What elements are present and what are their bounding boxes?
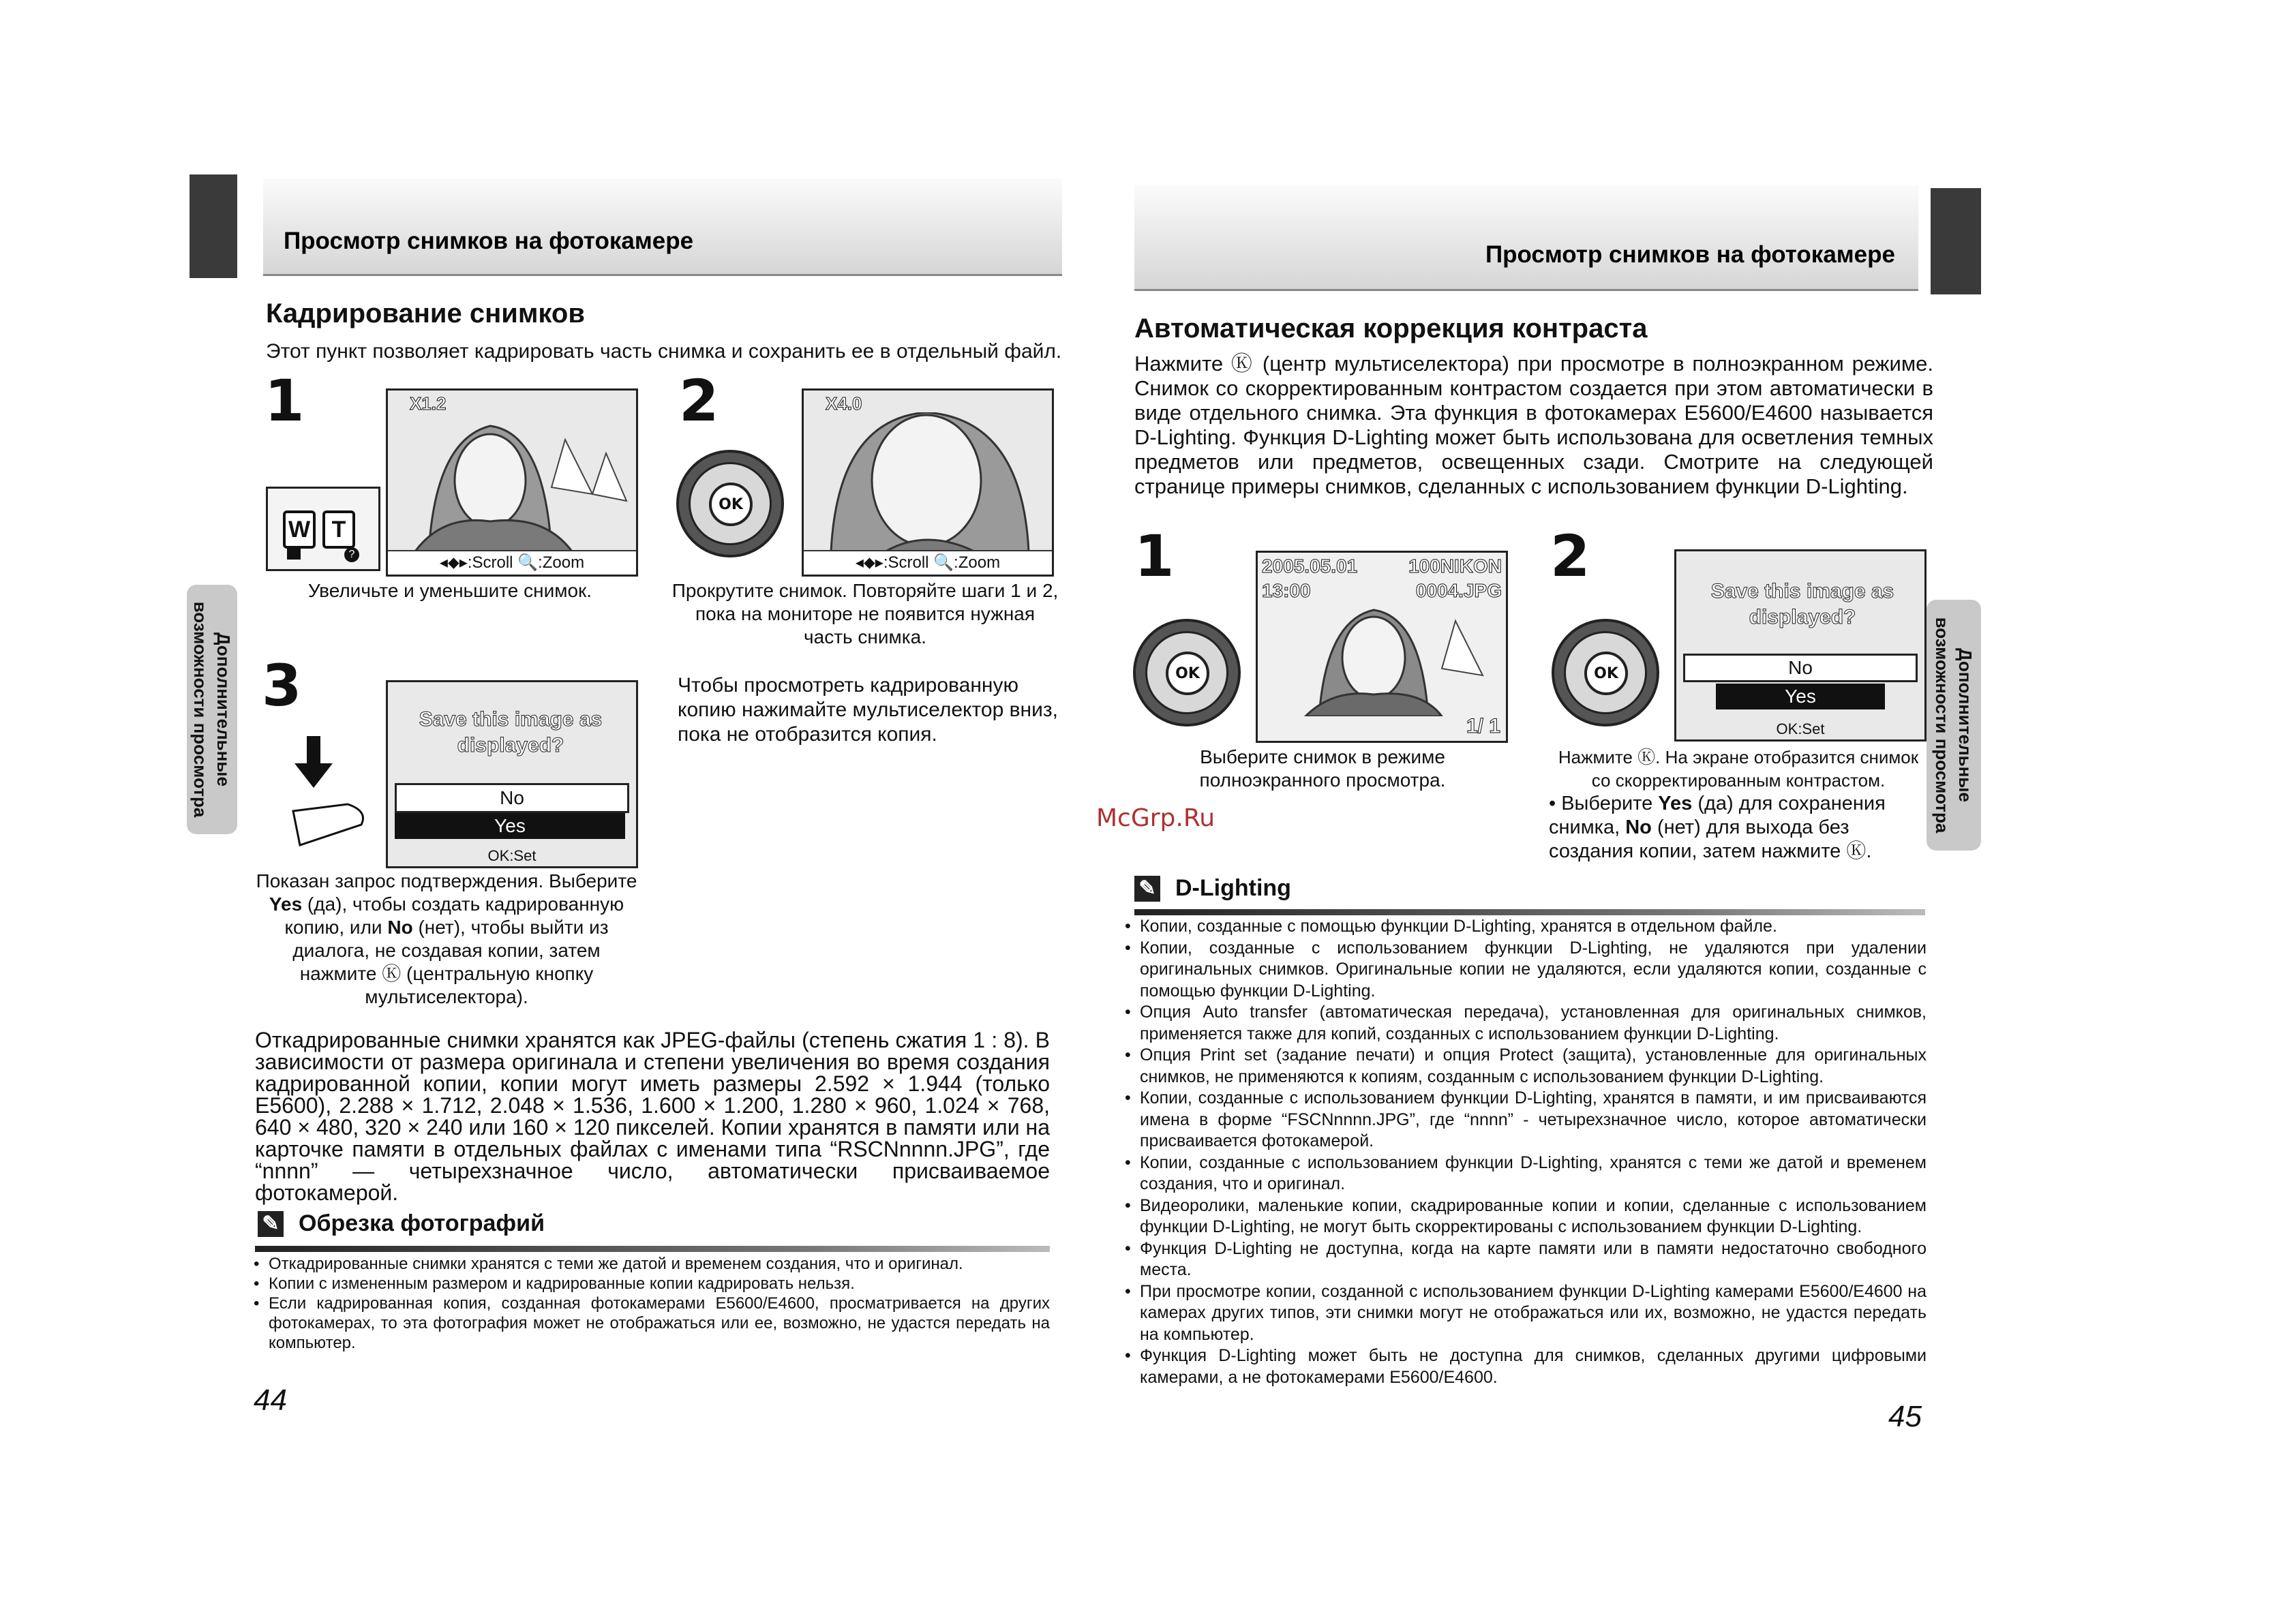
ok-glyph-icon: Ⓚ (382, 963, 402, 984)
right-side-tab-label: Дополнительные возможности просмотра (1932, 617, 1976, 834)
note-pencil-icon: ✎ (1134, 876, 1160, 902)
left-step2-number: 2 (679, 367, 719, 434)
left-page-number: 44 (254, 1384, 287, 1417)
note-pencil-icon: ✎ (258, 1211, 284, 1237)
lcd-footer: ◂⬥▸:Scroll 🔍:Zoom (804, 550, 1052, 575)
right-note-item: • Функция D-Lighting не доступна, когда на карте памяти или в памяти недостаточно свободного места. (1125, 1238, 1927, 1281)
ok-button-icon: OK (709, 483, 753, 526)
right-step2-number: 2 (1550, 523, 1590, 590)
left-header-bar (263, 179, 1062, 276)
right-note-item: • Видеоролики, маленькие копии, скадрированные копии и копии, сделанные с использованием функции D-Lighting, не могут быть скорректированы с использованием функции D-Lighting. (1125, 1195, 1927, 1238)
left-intro: Этот пункт позволяет кадрировать часть снимка и сохранить ее в отдельный файл. (266, 340, 1062, 363)
lcd-date: 2005.05.01 (1262, 555, 1358, 577)
lcd-time: 13:00 (1262, 580, 1311, 601)
left-side-tab-label: Дополнительные возможности просмотра (190, 601, 234, 818)
zoom-buttons-illustration (266, 487, 380, 571)
left-body-text: Откадрированные снимки хранятся как JPEG-файлы (степень сжатия 1 : 8). В зависимости от размера оригинала и степени увеличения во время создания кадрированной копии, копии могут иметь размеры 2.592 × 1.944 (только E5600), 2.288 × 1.712, 2.048 × 1.536, 1.600 × 1.200, 1.280 × 960, 1.024 × 768, 640 × 480, 320 × 240 или 160 × 120 пикселей. Копии хранятся в памяти или на карточке памяти в отдельных файлах с именами типа “RSCNnnnn.JPG”, где “nnnn” — четырехзначное число, автоматически присваиваемое фотокамерой. (255, 1028, 1050, 1205)
right-step2-bullet: • Выберите Yes (да) для сохранения снимка, No (нет) для выхода без создания копии, затем нажмите Ⓚ. (1549, 793, 1886, 862)
zoom-t-button: T (322, 510, 355, 549)
right-note-item: • Функция D-Lighting может быть не доступна для снимков, сделанных другими цифровыми камерами, а не фотокамерами E5600/E4600. (1125, 1345, 1927, 1388)
lcd-set-hint: OK:Set (487, 847, 537, 864)
right-intro: Нажмите Ⓚ (центр мультиселектора) при просмотре в полноэкранном режиме. Снимок со скорректированным контрастом создается при этом автоматически в виде отдельного снимка. Эта функция в фотокамерах E5600/E4600 называется D-Lighting. Функция D-Lighting может быть использована для осветления темных предметов или предметов, освещенных сзади. Смотрите на следующей странице примеры снимков, сделанных с использованием функции D-Lighting. (1134, 352, 1933, 498)
watermark: McGrp.Ru (1096, 804, 1215, 832)
right-step2-lcd (1674, 549, 1927, 742)
multi-selector-dial-right2 (1552, 619, 1659, 727)
left-note-item: • Откадрированные снимки хранятся с теми же датой и временем создания, что и оригинал. (254, 1254, 1050, 1274)
portrait-image-zoomed (804, 412, 1052, 551)
left-note-rule (255, 1246, 1050, 1252)
left-note-title: ✎ Обрезка фотографий (258, 1210, 545, 1237)
right-side-tab (1927, 600, 1981, 851)
right-note-item: • Копии, созданные с использованием функции D-Lighting, хранятся с теми же датой и временем создания, что и оригинал. (1125, 1152, 1927, 1195)
right-notes-list (1125, 916, 1927, 1388)
right-note-item: • Копии, созданные с использованием функции D-Lighting, хранятся в памяти, и им присваиваются имена в форме “FSCNnnnn.JPG”, где “nnnn” - четырехзначное число, которое автоматически присваивается фотокамерой. (1125, 1088, 1927, 1152)
ok-glyph-icon: Ⓚ (1846, 840, 1867, 862)
right-note-item: • Опция Auto transfer (автоматическая передача), установленная для оригинальных снимков, применяется также для копий, созданных с использованием функции D-Lighting. (1125, 1002, 1927, 1045)
right-step2-caption: Нажмите Ⓚ. На экране отобразится снимок со скорректированным контрастом. (1558, 747, 1919, 791)
ok-button-icon: OK (1166, 652, 1209, 695)
lcd-set-hint: OK:Set (1776, 720, 1825, 737)
right-header-title: Просмотр снимков на фотокамере (1485, 241, 1895, 268)
left-section-title: Кадрирование снимков (266, 299, 585, 328)
zoom-w-button: W (283, 510, 316, 549)
right-header-dark-block (1931, 188, 1981, 294)
confirm-prompt: Save this image as displayed? (1710, 580, 1894, 628)
thumbnail-icon (287, 549, 301, 560)
left-step2-caption: Прокрутите снимок. Повторяйте шаги 1 и 2, пока на мониторе не появится нужная часть снимка. (671, 580, 1059, 647)
multi-selector-dial-left (676, 450, 784, 557)
left-side-tab (187, 585, 237, 834)
multi-selector-dial-right1 (1133, 619, 1241, 727)
left-step2-extra: Чтобы просмотреть кадрированную копию нажимайте мультиселектор вниз, пока не отобразится копия. (678, 674, 1058, 746)
right-note-item: • Копии, созданные с помощью функции D-Lighting, хранятся в отдельном файле. (1125, 916, 1927, 938)
right-note-rule (1134, 909, 1925, 915)
right-header-bar (1134, 185, 1918, 291)
right-note-item: • При просмотре копии, созданной с использованием функции D-Lighting камерами E5600/E4600 на камерах других типов, эти снимки могут не отображаться или их, возможно, не удастся передать на компьютер. (1125, 1281, 1927, 1346)
lcd-zoom-readout: X4.0 (826, 393, 862, 414)
left-step3-number: 3 (262, 652, 302, 719)
lcd-folder: 100NIKON (1408, 555, 1502, 577)
portrait-image (388, 412, 636, 551)
ok-button-icon: OK (1584, 652, 1628, 695)
right-note-title: ✎ D-Lighting (1134, 875, 1291, 902)
lcd-counter: 1/ 1 (1466, 715, 1500, 737)
left-note-item: • Копии с измененным размером и кадрированные копии кадрировать нельзя. (254, 1274, 1050, 1294)
confirm-no-option[interactable]: No (1683, 654, 1918, 682)
left-notes-list (254, 1254, 1050, 1353)
left-step3-lcd (386, 680, 638, 868)
left-note-item: • Если кадрированная копия, созданная фотокамерами E5600/E4600, просматривается на других фотокамерах, то эта фотография может не отображаться или ее, возможно, не удастся передать на компьютер. (254, 1294, 1050, 1353)
portrait-image-full (1258, 600, 1506, 716)
right-page-number: 45 (1888, 1400, 1922, 1433)
right-step1-caption: Выберите снимок в режиме полноэкранного просмотра. (1199, 746, 1446, 791)
left-header-title: Просмотр снимков на фотокамере (284, 228, 694, 254)
left-step1-lcd (386, 388, 638, 577)
help-icon: ? (344, 547, 359, 562)
right-note-item: • Опция Print set (задание печати) и опция Protect (защита), установленные для оригинальных снимков, не применяются к копиям, созданным с использованием функции D-Lighting. (1125, 1045, 1927, 1088)
confirm-no-option[interactable]: No (395, 783, 629, 813)
confirm-yes-option[interactable]: Yes (395, 813, 625, 839)
lcd-zoom-readout: X1.2 (410, 393, 447, 414)
confirm-yes-option[interactable]: Yes (1716, 684, 1885, 709)
right-section-title: Автоматическая коррекция контраста (1134, 314, 1648, 343)
lcd-footer: ◂⬥▸:Scroll 🔍:Zoom (388, 550, 636, 575)
left-header-dark-block (190, 174, 237, 278)
press-down-illustration (280, 736, 375, 852)
right-step1-lcd (1256, 551, 1508, 743)
left-step3-caption: Показан запрос подтверждения. Выберите Yes (да), чтобы создать кадрированную копию, или No (нет), чтобы выйти из диалога, не создавая копии, затем нажмите Ⓚ (центральную кнопку мультиселектора). (256, 870, 637, 1007)
right-step1-number: 1 (1134, 523, 1175, 590)
left-step2-lcd (802, 388, 1054, 577)
left-step1-caption: Увеличьте и уменьшите снимок. (307, 580, 592, 601)
right-note-item: • Копии, созданные с использованием функции D-Lighting, не удаляются при удалении оригинальных снимков. Оригинальные копии не удаляются, если удаляются копии, созданные с помощью функции D-Lighting. (1125, 938, 1927, 1003)
lcd-filename: 0004.JPG (1415, 580, 1502, 601)
confirm-prompt: Save this image as displayed? (419, 708, 603, 756)
left-step1-number: 1 (265, 367, 305, 434)
